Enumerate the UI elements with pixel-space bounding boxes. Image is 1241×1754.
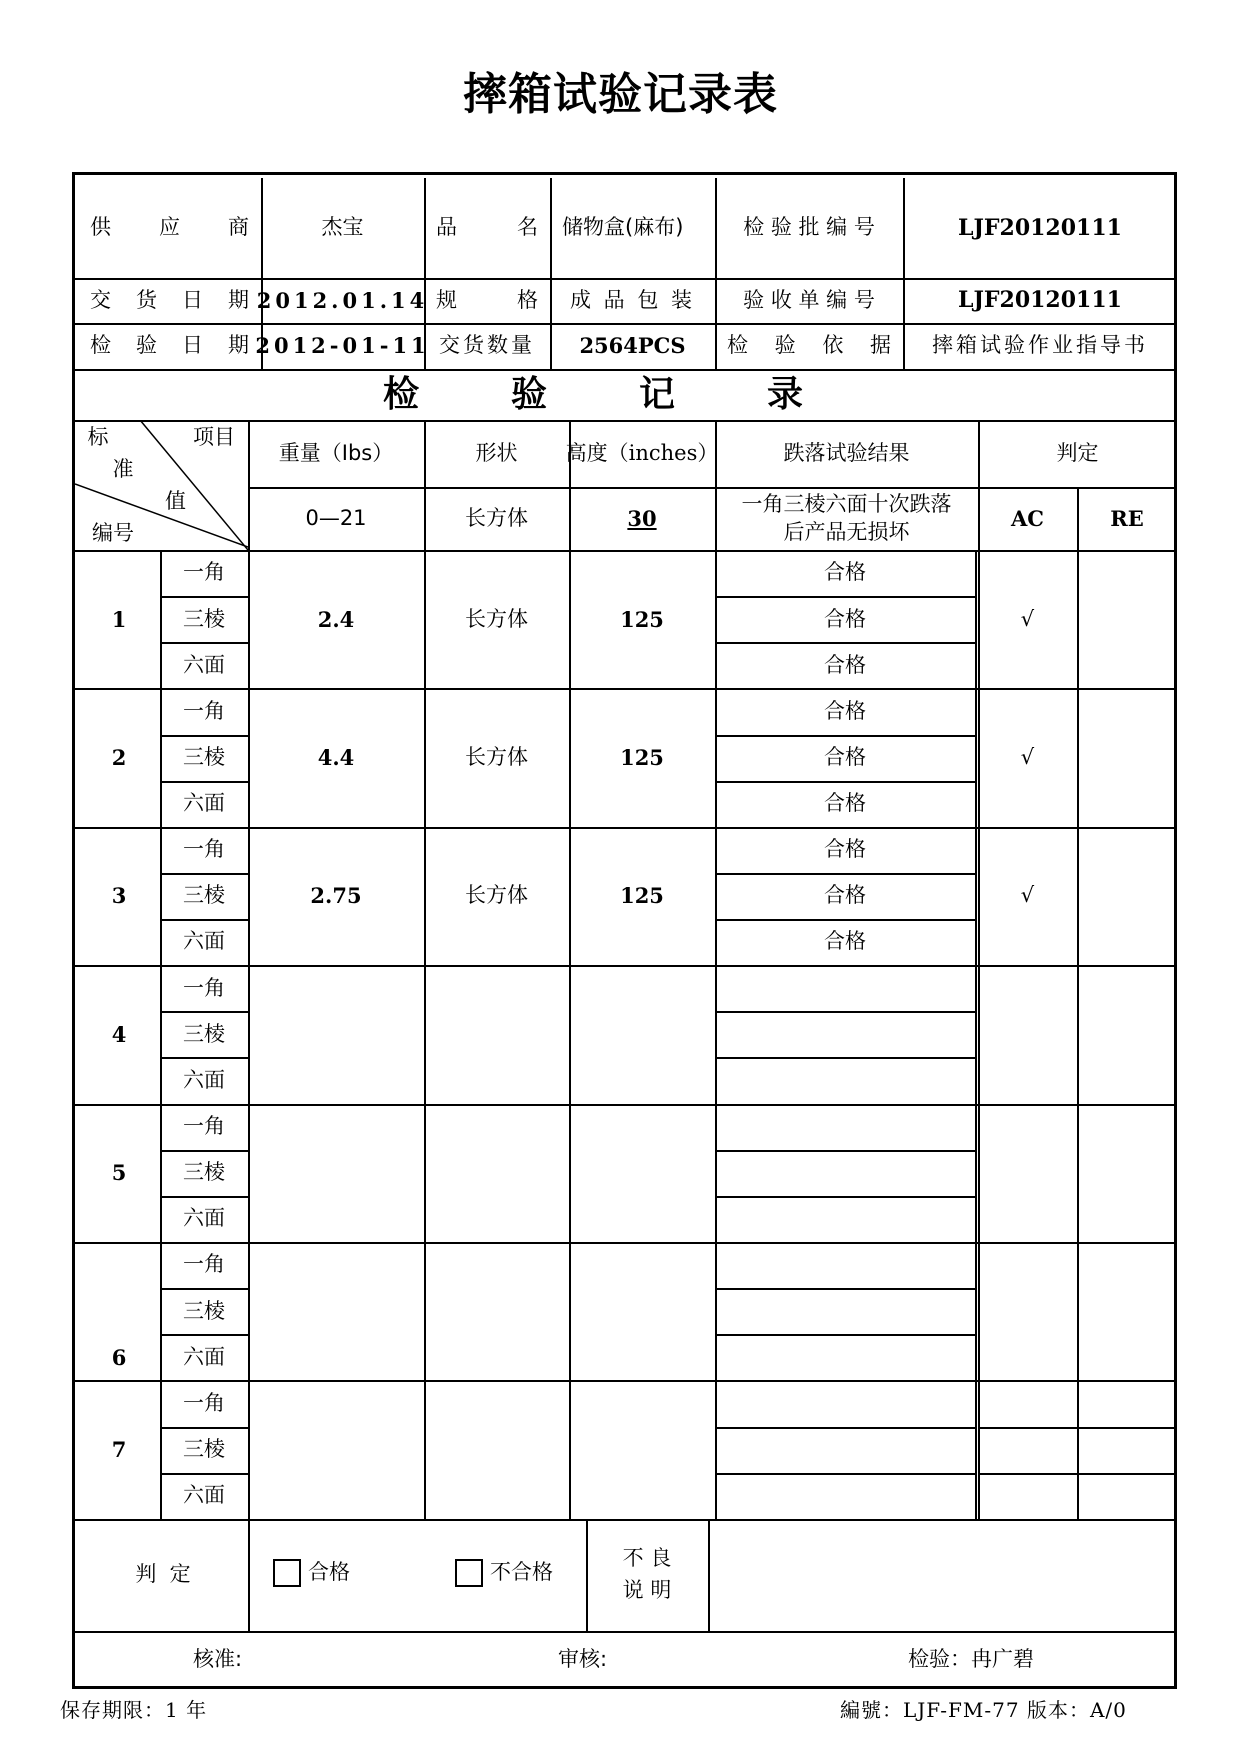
col-ac: AC <box>1010 505 1044 531</box>
row-shape <box>424 1242 569 1380</box>
sub-label: 三棱 <box>183 883 225 908</box>
rule-line <box>1077 688 1079 826</box>
rule-line <box>975 1242 977 1380</box>
row-result <box>715 1380 975 1426</box>
row-result: 合格 <box>824 837 866 862</box>
form-code: 編號：LJF-FM-77 版本：A/0 <box>840 1698 1127 1722</box>
row-number: 6 <box>111 1344 127 1370</box>
review-label: 审核: <box>558 1647 608 1672</box>
sub-label: 一角 <box>183 1390 225 1415</box>
product-label: 品 名 <box>436 215 538 240</box>
basis-label: 检 验 依 据 <box>727 333 891 358</box>
row-shape: 长方体 <box>465 744 528 769</box>
sub-label: 一角 <box>183 560 225 585</box>
sub-label: 六面 <box>183 1344 225 1369</box>
row-number: 1 <box>111 606 127 632</box>
qty-value: 2564PCS <box>579 333 686 359</box>
row-weight <box>248 965 424 1103</box>
product-value: 储物盒(麻布) <box>562 215 684 240</box>
row-weight: 2.4 <box>317 606 355 632</box>
row-result <box>715 1104 975 1150</box>
sub-label: 三棱 <box>183 1436 225 1461</box>
delivery-date-value: 2012.01.14 <box>256 287 429 313</box>
rule-line <box>975 827 977 965</box>
col-shape: 形状 <box>475 440 518 465</box>
rule-line <box>975 550 977 688</box>
rule-line <box>975 688 977 826</box>
sub-label: 六面 <box>183 1483 225 1508</box>
row-ac-mark <box>978 1242 1077 1380</box>
sub-label: 一角 <box>183 1114 225 1139</box>
row-height: 125 <box>620 606 664 632</box>
row-result <box>715 1196 975 1242</box>
row-result <box>715 1334 975 1380</box>
row-number: 7 <box>111 1436 127 1462</box>
row-weight <box>248 1242 424 1380</box>
diag-no: 编号 <box>92 521 134 546</box>
supplier-label: 供 应 商 <box>90 215 249 240</box>
sub-label: 三棱 <box>183 744 225 769</box>
sub-label: 六面 <box>183 929 225 954</box>
record-title: 检 验 记 录 <box>383 373 803 415</box>
row-shape <box>424 965 569 1103</box>
row-height: 125 <box>620 744 664 770</box>
row-height <box>569 1104 715 1242</box>
row-result <box>715 1057 975 1103</box>
row-result: 合格 <box>824 929 866 954</box>
delivery-date-label: 交 货 日 期 <box>90 287 249 312</box>
retention-note: 保存期限：1 年 <box>60 1698 208 1722</box>
receipt-value: LJF20120111 <box>958 287 1122 314</box>
rule-line <box>248 1519 250 1631</box>
row-number: 5 <box>111 1160 127 1186</box>
row-result: 合格 <box>824 652 866 677</box>
pass-checkbox[interactable] <box>273 1559 301 1587</box>
sub-label: 三棱 <box>183 1298 225 1323</box>
row-height: 125 <box>620 883 664 909</box>
rule-line <box>975 1380 977 1518</box>
row-ac-mark <box>978 965 1077 1103</box>
rule-line <box>1077 1242 1079 1380</box>
pass-label: 合格 <box>308 1560 350 1585</box>
row-ac-mark: √ <box>1020 744 1035 769</box>
row-result: 合格 <box>824 744 866 769</box>
std-result: 一角三棱六面十次跌落 后产品无损坏 <box>741 492 952 544</box>
row-height <box>569 1380 715 1518</box>
row-weight: 2.75 <box>310 883 362 909</box>
row-result <box>715 1150 975 1196</box>
inspect-date-value: 2012-01-11 <box>255 333 430 359</box>
rule-line <box>975 1104 977 1242</box>
row-ac-mark <box>978 1380 1077 1518</box>
spec-label: 规 格 <box>436 287 538 312</box>
row-number: 2 <box>111 744 127 770</box>
batch-label: 检 验 批 编 号 <box>743 215 875 240</box>
row-ac-mark <box>978 1104 1077 1242</box>
spec-value: 成 品 包 装 <box>569 287 696 312</box>
sub-label: 三棱 <box>183 606 225 631</box>
std-weight: 0—21 <box>305 505 367 530</box>
batch-value: LJF20120111 <box>958 214 1122 241</box>
defect-label: 不 良 说 明 <box>622 1546 672 1602</box>
sub-label: 一角 <box>183 837 225 862</box>
inspector-label: 检验：冉广碧 <box>908 1647 1034 1672</box>
row-ac-mark: √ <box>1020 883 1035 908</box>
row-weight <box>248 1380 424 1518</box>
diag-val: 值 <box>165 489 186 514</box>
sub-label: 一角 <box>183 975 225 1000</box>
col-re: RE <box>1110 505 1144 531</box>
diag-item: 项目 <box>193 425 235 450</box>
rule-line <box>1077 827 1079 965</box>
sub-label: 一角 <box>183 1252 225 1277</box>
basis-value: 摔箱试验作业指导书 <box>932 333 1148 358</box>
row-shape <box>424 1104 569 1242</box>
supplier-value: 杰宝 <box>321 215 364 240</box>
row-result: 合格 <box>824 883 866 908</box>
record-form <box>72 172 1177 1689</box>
inspect-date-label: 检 验 日 期 <box>90 333 249 358</box>
row-result: 合格 <box>824 698 866 723</box>
receipt-label: 验 收 单 编 号 <box>743 287 875 312</box>
col-result: 跌落试验结果 <box>783 440 910 465</box>
sub-label: 三棱 <box>183 1160 225 1185</box>
row-shape: 长方体 <box>465 883 528 908</box>
rule-line <box>1077 965 1079 1103</box>
rule-line <box>975 965 977 1103</box>
row-height <box>569 965 715 1103</box>
rule-line <box>1077 1380 1079 1518</box>
col-height: 高度（inches） <box>565 440 719 465</box>
sub-label: 一角 <box>183 698 225 723</box>
row-shape <box>424 1380 569 1518</box>
diag-std-2: 准 <box>112 457 134 482</box>
row-result <box>715 965 975 1011</box>
sub-label: 六面 <box>183 1206 225 1231</box>
col-weight: 重量（Ibs） <box>278 440 394 465</box>
row-result: 合格 <box>824 606 866 631</box>
document-title: 摔箱试验记录表 <box>463 69 778 120</box>
row-ac-mark: √ <box>1020 606 1035 631</box>
row-result <box>715 1473 975 1519</box>
defect-description <box>708 1519 1177 1631</box>
row-shape: 长方体 <box>465 606 528 631</box>
std-height: 30 <box>627 505 657 531</box>
row-result <box>715 1288 975 1334</box>
row-weight: 4.4 <box>317 744 355 770</box>
fail-label: 不合格 <box>490 1560 553 1585</box>
row-result <box>715 1427 975 1473</box>
rule-line <box>1077 550 1079 688</box>
row-height <box>569 1242 715 1380</box>
sub-label: 六面 <box>183 791 225 816</box>
verdict-label: 判 定 <box>135 1562 191 1587</box>
row-result: 合格 <box>824 560 866 585</box>
approve-label: 核准: <box>193 1647 243 1672</box>
sub-label: 六面 <box>183 1067 225 1092</box>
row-number: 3 <box>111 883 127 909</box>
sub-label: 六面 <box>183 652 225 677</box>
row-result <box>715 1011 975 1057</box>
row-number: 4 <box>111 1021 127 1047</box>
sub-label: 三棱 <box>183 1021 225 1046</box>
col-judge: 判定 <box>1056 440 1099 465</box>
std-shape: 长方体 <box>465 505 528 530</box>
qty-label: 交货数量 <box>439 333 535 358</box>
diag-std-1: 标 <box>87 425 109 450</box>
fail-checkbox[interactable] <box>455 1559 483 1587</box>
rule-line <box>1077 1104 1079 1242</box>
row-weight <box>248 1104 424 1242</box>
row-result <box>715 1242 975 1288</box>
row-result: 合格 <box>824 791 866 816</box>
